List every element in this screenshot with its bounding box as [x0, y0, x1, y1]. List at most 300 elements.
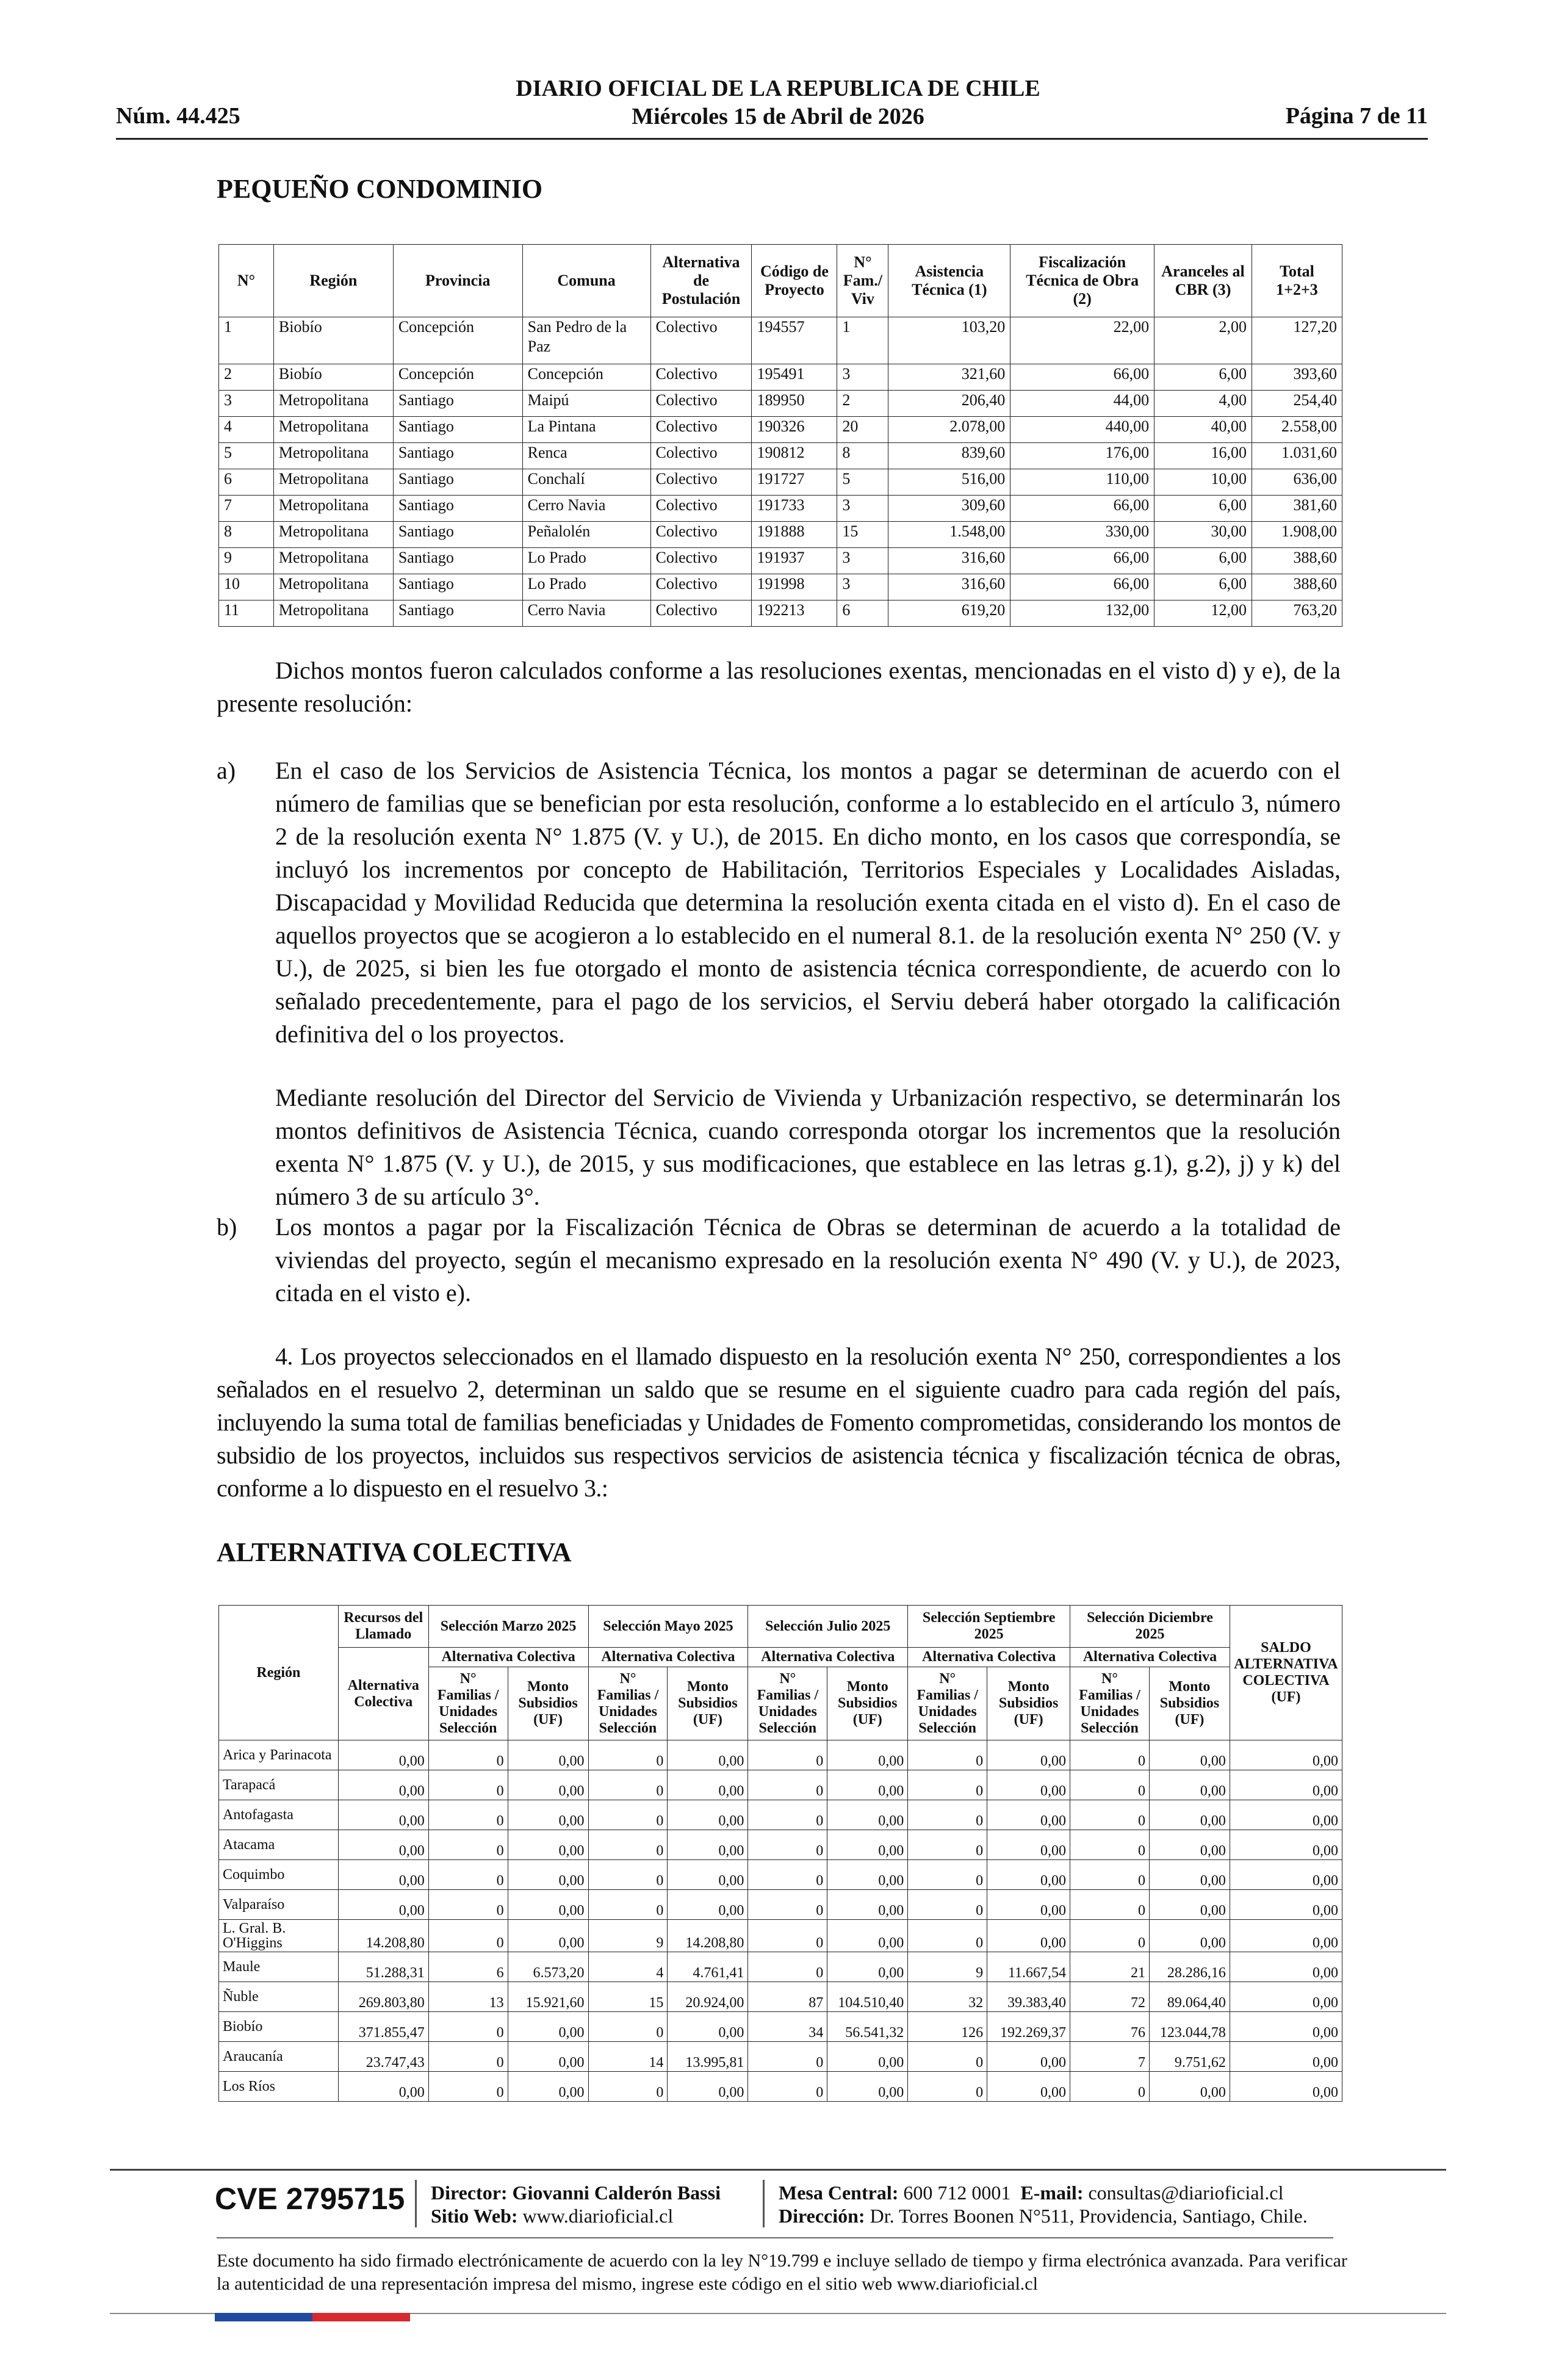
table-cell: Metropolitana	[273, 522, 393, 548]
table-cell: 0,00	[1149, 1860, 1230, 1890]
item-a-text-2: Mediante resolución del Director del Servicio de Vivienda y Urbanización respectivo, se determinarán los montos definitivos de Asistencia Técnica, cuando corresponda otorgar los incrementos que la resolución exenta N° 1.875 (V. y U.), de 2015, y sus modificaciones, que establece en las letras g.1), g.2), j) y k) del número 3 de su artículo 3°.	[275, 1084, 1341, 1210]
table-cell: 191998	[752, 574, 837, 600]
column-header: Código de Proyecto	[752, 245, 837, 317]
table-cell: 388,60	[1252, 574, 1342, 600]
table-cell: 5	[837, 469, 888, 496]
item-b-text: Los montos a pagar por la Fiscalización Técnica de Obras se determinan de acuerdo a la totalidad de viviendas del proyecto, según el mecanismo expresado en la resolución exenta N° 490 (V. y U.), de 2023, citada en el visto e).	[275, 1213, 1341, 1307]
table-cell: 0	[588, 1890, 668, 1920]
table-cell: 72	[1070, 1982, 1150, 2012]
table-cell: 0	[588, 2072, 668, 2102]
table-cell: Metropolitana	[273, 417, 393, 443]
table-cell: 0,00	[827, 1890, 908, 1920]
table-cell: 1.548,00	[888, 522, 1010, 548]
table-cell: 103,20	[888, 317, 1010, 364]
table-cell: 5	[219, 443, 274, 469]
table-cell: 0	[588, 2012, 668, 2042]
table-cell: 0	[428, 2042, 508, 2072]
table-cell: 0,00	[1230, 2012, 1342, 2042]
monto-subheader: Monto Subsidios (UF)	[827, 1667, 908, 1740]
table-cell: 316,60	[888, 548, 1010, 574]
region-cell: Araucanía	[219, 2042, 339, 2072]
table-cell: 66,00	[1010, 548, 1154, 574]
table-cell: 0,00	[1230, 1952, 1342, 1982]
table-cell: 51.288,31	[338, 1952, 428, 1982]
table-cell: 14.208,80	[668, 1920, 748, 1952]
table-row	[219, 574, 1342, 600]
table-cell: Metropolitana	[273, 574, 393, 600]
table-cell: 13.995,81	[668, 2042, 748, 2072]
table-cell: 371.855,47	[338, 2012, 428, 2042]
table-cell: 0,00	[827, 2072, 908, 2102]
table-cell: 0,00	[1149, 1740, 1230, 1770]
table-cell: 0,00	[508, 1770, 588, 1800]
table-cell: 0	[588, 1830, 668, 1860]
table-cell: 13	[428, 1982, 508, 2012]
table-cell: 0	[748, 1920, 827, 1952]
table-cell: 3	[837, 496, 888, 522]
table-cell: 0,00	[668, 1890, 748, 1920]
table-cell: 0	[428, 1740, 508, 1770]
table-cell: 10,00	[1154, 469, 1252, 496]
table-cell: 0	[428, 2012, 508, 2042]
table-cell: 191727	[752, 469, 837, 496]
table-cell: 0,00	[1230, 2072, 1342, 2102]
table-cell: 0,00	[1230, 1740, 1342, 1770]
table-cell: 0	[1070, 1920, 1150, 1952]
table-cell: Biobío	[273, 364, 393, 391]
table-cell: 0,00	[508, 2042, 588, 2072]
table-cell: Metropolitana	[273, 496, 393, 522]
item-b-label: b)	[217, 1213, 237, 1241]
table-row	[219, 1860, 1342, 1890]
table-cell: 0	[428, 1860, 508, 1890]
table-cell: 0,00	[338, 1740, 428, 1770]
table-cell: 1.031,60	[1252, 443, 1342, 469]
footer-separator	[763, 2180, 765, 2227]
table-row	[219, 1982, 1342, 2012]
table-cell: 0	[428, 1920, 508, 1952]
table-cell: 0	[748, 1952, 827, 1982]
table-cell: 0,00	[1149, 1920, 1230, 1952]
table-cell: Conchalí	[522, 469, 650, 496]
table-cell: 0	[748, 1830, 827, 1860]
table-cell: 0,00	[508, 1740, 588, 1770]
table-cell: 0,00	[338, 1770, 428, 1800]
table-cell: 20	[837, 417, 888, 443]
table-cell: 76	[1070, 2012, 1150, 2042]
table-cell: 0,00	[987, 2042, 1070, 2072]
table-cell: 0	[908, 1770, 987, 1800]
table-cell: Metropolitana	[273, 469, 393, 496]
region-cell: Valparaíso	[219, 1890, 339, 1920]
table-cell: 6,00	[1154, 574, 1252, 600]
table-cell: 11	[219, 600, 274, 627]
footer-divider	[110, 2169, 1446, 2171]
section-title-pequeno-condominio: PEQUEÑO CONDOMINIO	[217, 174, 543, 204]
table-cell: 0,00	[1230, 1830, 1342, 1860]
table-row	[219, 417, 1342, 443]
table-cell: Colectivo	[650, 317, 752, 364]
table-cell: 30,00	[1154, 522, 1252, 548]
table-cell: 3	[837, 364, 888, 391]
table-cell: Santiago	[393, 391, 522, 417]
table-cell: 0,00	[987, 1770, 1070, 1800]
table-cell: Metropolitana	[273, 391, 393, 417]
table-cell: 127,20	[1252, 317, 1342, 364]
table-cell: 0,00	[338, 2072, 428, 2102]
table-cell: 0	[428, 1830, 508, 1860]
table-cell: 8	[837, 443, 888, 469]
table-cell: 12,00	[1154, 600, 1252, 627]
table-row	[219, 1800, 1342, 1830]
table-cell: 0	[748, 2042, 827, 2072]
table-cell: 0,00	[987, 1890, 1070, 1920]
table-cell: Concepción	[522, 364, 650, 391]
table-cell: 192213	[752, 600, 837, 627]
cve-code: CVE 2795715	[215, 2182, 405, 2216]
web-link[interactable]: www.diarioficial.cl	[522, 2205, 674, 2227]
alt-colectiva-subheader: Alternativa Colectiva	[1070, 1648, 1230, 1667]
table-cell: 190326	[752, 417, 837, 443]
table-cell: Santiago	[393, 443, 522, 469]
paragraph-4: 4. Los proyectos seleccionados en el llamado dispuesto en la resolución exenta N° 250, correspondientes a los señalados en el resuelvo 2, determinan un saldo que se resume en el siguiente cuadro para cada región del país, incluyendo la suma total de familias beneficiadas y Unidades de Fomento comprometidas, considerando los montos de subsidio de los proyectos, incluidos sus respectivos servicios de asistencia técnica y fiscalización técnica de obras, conforme a lo dispuesto en el resuelvo 3.:	[217, 1343, 1341, 1502]
column-header: Región	[273, 245, 393, 317]
region-cell: Maule	[219, 1952, 339, 1982]
region-cell: Antofagasta	[219, 1800, 339, 1830]
table-row	[219, 2072, 1342, 2102]
table-cell: 0,00	[1230, 1800, 1342, 1830]
table-cell: 9	[219, 548, 274, 574]
table-row	[219, 1920, 1342, 1952]
table-cell: 0,00	[668, 1740, 748, 1770]
table-cell: 6	[837, 600, 888, 627]
table-cell: 1.908,00	[1252, 522, 1342, 548]
table-cell: 2	[837, 391, 888, 417]
web-label: Sitio Web:	[431, 2205, 518, 2227]
region-cell: Coquimbo	[219, 1860, 339, 1890]
table-cell: 0,00	[508, 2072, 588, 2102]
table-row	[219, 548, 1342, 574]
table-cell: 44,00	[1010, 391, 1154, 417]
pequeno-condominio-table	[218, 244, 1342, 627]
email-label: E-mail:	[1020, 2182, 1084, 2204]
table-cell: 0,00	[1230, 1982, 1342, 2012]
table-cell: 0,00	[1149, 1890, 1230, 1920]
table-cell: 309,60	[888, 496, 1010, 522]
table-cell: 3	[219, 391, 274, 417]
table-row	[219, 1952, 1342, 1982]
familias-subheader: N° Familias / Unidades Selección	[908, 1667, 987, 1740]
region-cell: Atacama	[219, 1830, 339, 1860]
table-cell: 0	[1070, 2072, 1150, 2102]
table-header-row-2	[219, 1648, 1342, 1667]
table-cell: 0	[428, 1770, 508, 1800]
table-cell: 0,00	[508, 1860, 588, 1890]
table-cell: Santiago	[393, 574, 522, 600]
table-cell: 0	[908, 2072, 987, 2102]
table-cell: 0,00	[1230, 1770, 1342, 1800]
table-cell: 126	[908, 2012, 987, 2042]
table-row	[219, 317, 1342, 364]
table-cell: 16,00	[1154, 443, 1252, 469]
table-cell: 0,00	[508, 1830, 588, 1860]
monto-subheader: Monto Subsidios (UF)	[1149, 1667, 1230, 1740]
table-cell: 0	[908, 1890, 987, 1920]
header-divider	[116, 138, 1428, 140]
table-row	[219, 1770, 1342, 1800]
column-header: Aranceles al CBR (3)	[1154, 245, 1252, 317]
table-cell: 0,00	[827, 1770, 908, 1800]
table-cell: 22,00	[1010, 317, 1154, 364]
column-header: Provincia	[393, 245, 522, 317]
table-cell: 3	[837, 548, 888, 574]
mesa-label: Mesa Central:	[779, 2182, 899, 2204]
region-cell: Ñuble	[219, 1982, 339, 2012]
footer-separator	[415, 2180, 417, 2227]
region-cell: Los Ríos	[219, 2072, 339, 2102]
table-cell: Santiago	[393, 600, 522, 627]
column-header: Asistencia Técnica (1)	[888, 245, 1010, 317]
table-cell: Santiago	[393, 496, 522, 522]
table-cell: 0,00	[987, 1860, 1070, 1890]
table-row	[219, 1740, 1342, 1770]
table-cell: 11.667,54	[987, 1952, 1070, 1982]
table-cell: Lo Prado	[522, 574, 650, 600]
table-cell: 0	[588, 1770, 668, 1800]
table-cell: 0,00	[668, 1830, 748, 1860]
column-header: Fiscalización Técnica de Obra (2)	[1010, 245, 1154, 317]
table-cell: 104.510,40	[827, 1982, 908, 2012]
table-cell: Colectivo	[650, 548, 752, 574]
table-cell: 0,00	[1149, 1800, 1230, 1830]
familias-subheader: N° Familias / Unidades Selección	[1070, 1667, 1150, 1740]
alternativa-colectiva-table	[218, 1605, 1342, 2102]
table-cell: 34	[748, 2012, 827, 2042]
table-cell: 1	[837, 317, 888, 364]
table-cell: 0,00	[1149, 2072, 1230, 2102]
table-cell: 87	[748, 1982, 827, 2012]
column-header: Total 1+2+3	[1252, 245, 1342, 317]
table-cell: 9.751,62	[1149, 2042, 1230, 2072]
page-indicator: Página 7 de 11	[1285, 103, 1428, 129]
table-cell: Santiago	[393, 522, 522, 548]
table-cell: 269.803,80	[338, 1982, 428, 2012]
table-cell: 0,00	[668, 1860, 748, 1890]
table-cell: 0	[1070, 1830, 1150, 1860]
table-cell: 388,60	[1252, 548, 1342, 574]
table-cell: 0	[428, 2072, 508, 2102]
table-cell: Colectivo	[650, 600, 752, 627]
table-cell: 191733	[752, 496, 837, 522]
table-cell: 393,60	[1252, 364, 1342, 391]
region-cell: Tarapacá	[219, 1770, 339, 1800]
table-cell: 132,00	[1010, 600, 1154, 627]
table-cell: 0,00	[508, 1890, 588, 1920]
table-cell: 6	[428, 1952, 508, 1982]
table-cell: 7	[219, 496, 274, 522]
table-cell: 0	[1070, 1740, 1150, 1770]
table-cell: 4,00	[1154, 391, 1252, 417]
table-cell: 28.286,16	[1149, 1952, 1230, 1982]
table-cell: 0	[428, 1800, 508, 1830]
table-cell: Colectivo	[650, 443, 752, 469]
table-cell: 0,00	[827, 2042, 908, 2072]
flag-stripe-blue	[215, 2313, 312, 2321]
table-cell: 191888	[752, 522, 837, 548]
table-cell: Colectivo	[650, 391, 752, 417]
director-name: Giovanni Calderón Bassi	[512, 2182, 721, 2204]
table-cell: 0,00	[827, 1830, 908, 1860]
selection-header-mayo: Selección Mayo 2025	[588, 1606, 748, 1648]
table-cell: 440,00	[1010, 417, 1154, 443]
monto-subheader: Monto Subsidios (UF)	[987, 1667, 1070, 1740]
table-cell: 194557	[752, 317, 837, 364]
table-cell: 9	[588, 1920, 668, 1952]
table-cell: 0	[748, 1770, 827, 1800]
table-cell: 1	[219, 317, 274, 364]
table-cell: 0,00	[987, 1830, 1070, 1860]
table-cell: Santiago	[393, 548, 522, 574]
table-cell: 0,00	[827, 1800, 908, 1830]
table-cell: 0,00	[1230, 1860, 1342, 1890]
table-cell: 4	[588, 1952, 668, 1982]
table-cell: 20.924,00	[668, 1982, 748, 2012]
region-cell: Arica y Parinacota	[219, 1740, 339, 1770]
table-cell: 0	[588, 1800, 668, 1830]
table-cell: 839,60	[888, 443, 1010, 469]
saldo-header: SALDO ALTERNATIVA COLECTIVA (UF)	[1230, 1606, 1342, 1740]
table-cell: 2,00	[1154, 317, 1252, 364]
table-cell: 195491	[752, 364, 837, 391]
table-cell: 0,00	[827, 1952, 908, 1982]
table-cell: 0,00	[508, 2012, 588, 2042]
address: Dr. Torres Boonen N°511, Providencia, Santiago, Chile.	[870, 2205, 1308, 2227]
table-cell: 619,20	[888, 600, 1010, 627]
table-cell: 0,00	[668, 2012, 748, 2042]
table-cell: 0,00	[338, 1830, 428, 1860]
table-cell: 56.541,32	[827, 2012, 908, 2042]
table-row	[219, 1830, 1342, 1860]
table-cell: Santiago	[393, 469, 522, 496]
table-cell: 189950	[752, 391, 837, 417]
mesa-phone: 600 712 0001	[903, 2182, 1011, 2204]
table-cell: 6.573,20	[508, 1952, 588, 1982]
table-cell: Metropolitana	[273, 443, 393, 469]
table-cell: 0,00	[827, 1860, 908, 1890]
table-row	[219, 600, 1342, 627]
table-cell: 0	[748, 1890, 827, 1920]
table-cell: 15	[837, 522, 888, 548]
table-cell: 0	[748, 1740, 827, 1770]
familias-subheader: N° Familias / Unidades Selección	[748, 1667, 827, 1740]
selection-header-septiembre: Selección Septiembre 2025	[908, 1606, 1070, 1648]
table-cell: 0,00	[338, 1890, 428, 1920]
table-cell: 0	[1070, 1890, 1150, 1920]
table-cell: San Pedro de la Paz	[522, 317, 650, 364]
table-cell: 0	[908, 1740, 987, 1770]
table-cell: 3	[837, 574, 888, 600]
table-cell: 0	[588, 1860, 668, 1890]
table-cell: Biobío	[273, 317, 393, 364]
flag-stripe-red	[312, 2313, 410, 2321]
table-cell: Maipú	[522, 391, 650, 417]
monto-subheader: Monto Subsidios (UF)	[508, 1667, 588, 1740]
intro-paragraph: Dichos montos fueron calculados conforme a las resoluciones exentas, mencionadas en el visto d) y e), de la presente resolución:	[217, 657, 1341, 717]
table-cell: 0	[1070, 1860, 1150, 1890]
table-cell: 763,20	[1252, 600, 1342, 627]
table-cell: 0	[1070, 1770, 1150, 1800]
table-cell: 9	[908, 1952, 987, 1982]
table-cell: 0,00	[827, 1920, 908, 1952]
table-cell: 176,00	[1010, 443, 1154, 469]
table-header-row	[219, 245, 1342, 317]
item-a-text: En el caso de los Servicios de Asistencia Técnica, los montos a pagar se determinan de acuerdo con el número de familias que se benefician por esta resolución, conforme a lo establecido en el artículo 3, número 2 de la resolución exenta N° 1.875 (V. y U.), de 2015. En dicho monto, en los casos que correspondía, se incluyó los incrementos por concepto de Habilitación, Territorios Especiales y Localidades Aisladas, Discapacidad y Movilidad Reducida que determina la resolución exenta citada en el visto d). En el caso de aquellos proyectos que se acogieron a lo establecido en el numeral 8.1. de la resolución exenta N° 250 (V. y U.), de 2025, si bien les fue otorgado el monto de asistencia técnica correspondiente, de acuerdo con lo señalado precedentemente, para el pago de los servicios, el Serviu deberá haber otorgado la calificación definitiva del o los proyectos.	[275, 757, 1341, 1048]
table-cell: 10	[219, 574, 274, 600]
table-cell: 0,00	[668, 2072, 748, 2102]
footer-director-block	[431, 2181, 721, 2227]
table-row	[219, 1890, 1342, 1920]
column-header: Comuna	[522, 245, 650, 317]
table-cell: 4.761,41	[668, 1952, 748, 1982]
table-cell: Metropolitana	[273, 600, 393, 627]
table-cell: 0,00	[987, 1800, 1070, 1830]
table-cell: 206,40	[888, 391, 1010, 417]
table-cell: Cerro Navia	[522, 496, 650, 522]
table-cell: 0,00	[508, 1920, 588, 1952]
region-cell: L. Gral. B. O'Higgins	[219, 1920, 339, 1952]
familias-subheader: N° Familias / Unidades Selección	[428, 1667, 508, 1740]
table-cell: 66,00	[1010, 364, 1154, 391]
email-link[interactable]: consultas@diarioficial.cl	[1088, 2182, 1284, 2204]
director-label: Director:	[431, 2182, 508, 2204]
table-cell: 32	[908, 1982, 987, 2012]
table-cell: 0,00	[987, 1740, 1070, 1770]
table-cell: 316,60	[888, 574, 1010, 600]
table-cell: Colectivo	[650, 364, 752, 391]
table-cell: 0,00	[338, 1800, 428, 1830]
alt-colectiva-subheader: Alternativa Colectiva	[908, 1648, 1070, 1667]
table-row	[219, 496, 1342, 522]
table-cell: 0	[1070, 1800, 1150, 1830]
region-header: Región	[219, 1606, 339, 1740]
table-cell: 4	[219, 417, 274, 443]
region-cell: Biobío	[219, 2012, 339, 2042]
table-cell: 123.044,78	[1149, 2012, 1230, 2042]
table-cell: 0	[748, 2072, 827, 2102]
table-row	[219, 2042, 1342, 2072]
issue-date: Miércoles 15 de Abril de 2026	[632, 104, 924, 129]
table-cell: Colectivo	[650, 417, 752, 443]
selection-header-diciembre: Selección Diciembre 2025	[1070, 1606, 1230, 1648]
issue-number: Núm. 44.425	[116, 103, 240, 129]
table-cell: 0	[748, 1800, 827, 1830]
table-cell: Renca	[522, 443, 650, 469]
table-cell: 66,00	[1010, 574, 1154, 600]
table-cell: Concepción	[393, 364, 522, 391]
table-cell: 6	[219, 469, 274, 496]
table-cell: 254,40	[1252, 391, 1342, 417]
table-cell: 15.921,60	[508, 1982, 588, 2012]
table-cell: 0,00	[987, 2072, 1070, 2102]
table-cell: 0,00	[668, 1800, 748, 1830]
table-cell: 89.064,40	[1149, 1982, 1230, 2012]
table-cell: Peñalolén	[522, 522, 650, 548]
column-header: N° Fam./ Viv	[837, 245, 888, 317]
table-cell: 381,60	[1252, 496, 1342, 522]
table-row	[219, 469, 1342, 496]
address-label: Dirección:	[779, 2205, 865, 2227]
table-cell: 8	[219, 522, 274, 548]
